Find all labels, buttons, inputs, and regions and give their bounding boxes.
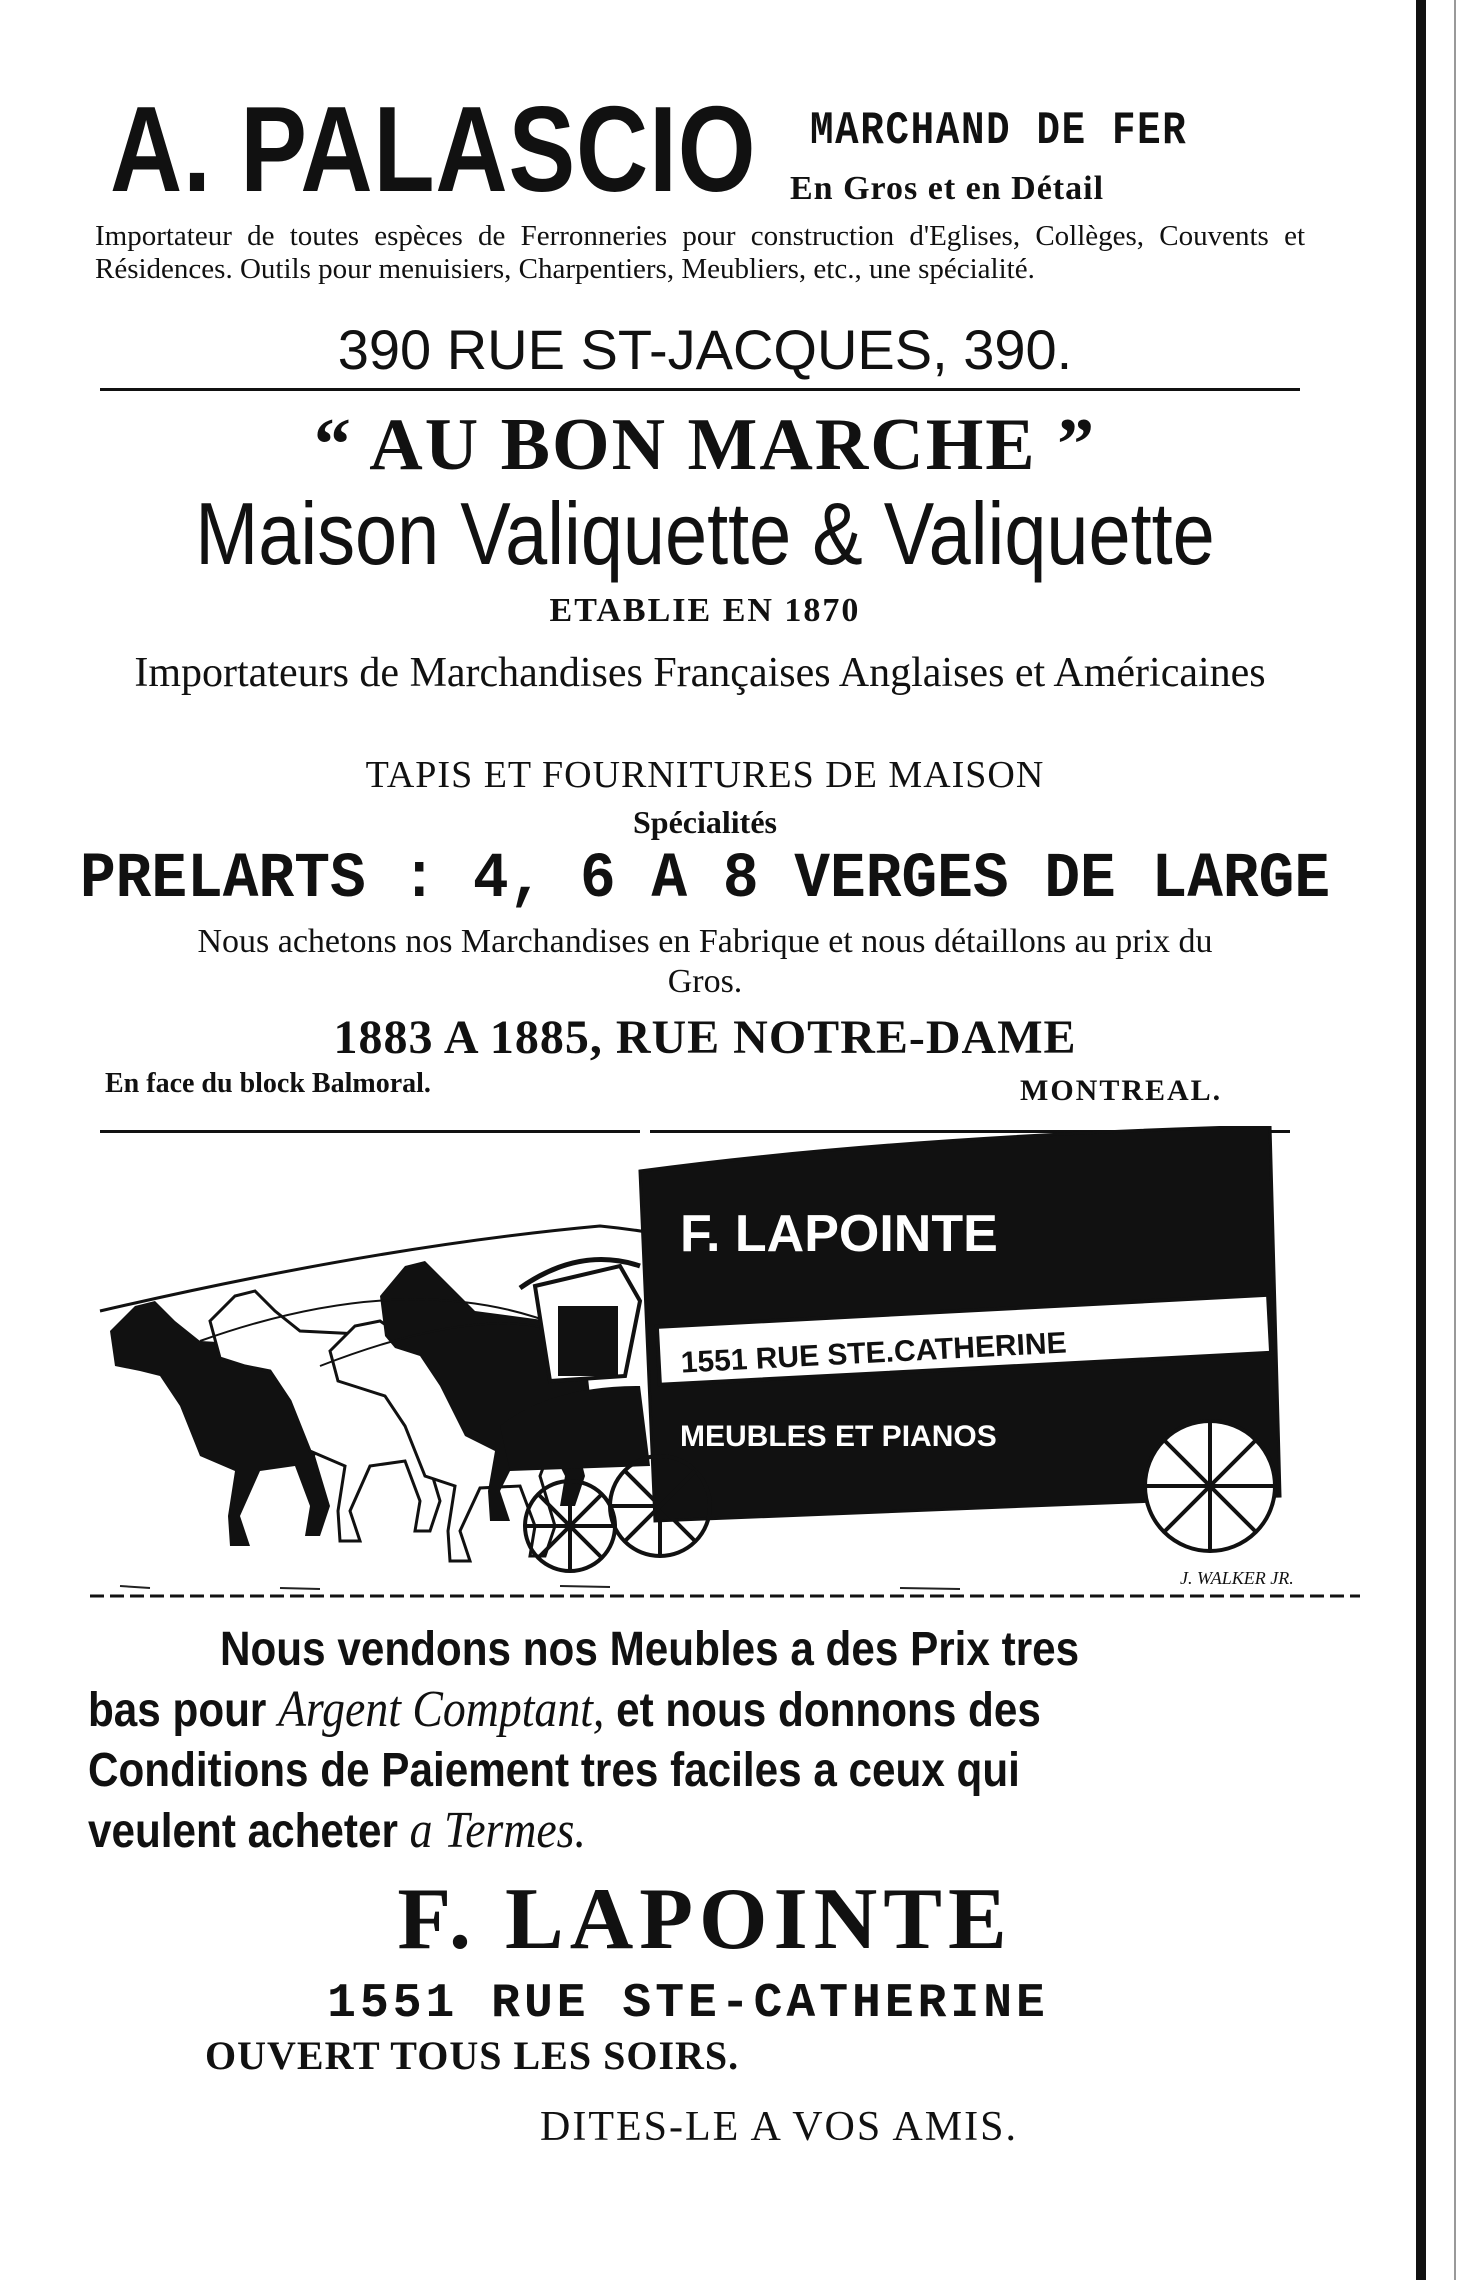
lapointe-open: OUVERT TOUS LES SOIRS. [205, 2033, 740, 2078]
valiquette-prelarts: PRELARTS : 4, 6 A 8 VERGES DE LARGE [79, 844, 1331, 916]
lapointe-name: F. LAPOINTE [397, 1871, 1013, 1968]
wheel-icon [525, 1481, 615, 1571]
artist-signature: J. WALKER JR. [1180, 1568, 1294, 1588]
valiquette-city: MONTREAL. [1020, 1074, 1223, 1107]
lapointe-tell-friends: DITES-LE A VOS AMIS. [540, 2104, 1018, 2150]
lapointe-body-italic-2: a Termes. [409, 1802, 586, 1859]
valiquette-buying: Nous achetons nos Marchandises en Fabrique et nous détaillons au prix du Gros. [197, 923, 1213, 1000]
valiquette-tapis: TAPIS ET FOURNITURES DE MAISON [365, 754, 1045, 796]
wagon-address: 1551 RUE STE.CATHERINE [679, 1326, 1068, 1380]
palascio-name: A. PALASCIO [110, 81, 757, 217]
valiquette-specialites: Spécialités [633, 804, 777, 840]
lapointe-body-1: Nous vendons nos Meubles a des Prix tres bas pour [88, 1623, 1080, 1737]
wagon-goods: MEUBLES ET PIANOS [680, 1420, 997, 1453]
palascio-address: 390 RUE ST-JACQUES, 390. [337, 318, 1073, 381]
ground-hatching [120, 1586, 960, 1589]
palascio-description: Importateur de toutes espèces de Ferronneries pour construction d'Eglises, Collèges, Couvents et Résidences. Outils pour menuisiers, Charpentiers, Meubliers, etc., une spécialité. [95, 220, 1305, 285]
valiquette-established: ETABLIE EN 1870 [549, 592, 861, 629]
palascio-trade: MARCHAND DE FER [810, 105, 1188, 157]
wheel-icon [1145, 1421, 1275, 1551]
wheel-icon [610, 1456, 710, 1556]
palascio-wholesale: En Gros et en Détail [790, 170, 1105, 207]
valiquette-address: 1883 A 1885, RUE NOTRE-DAME [333, 1011, 1077, 1064]
wagon-name: F. LAPOINTE [680, 1205, 998, 1263]
valiquette-title: “ AU BON MARCHE ” [313, 404, 1097, 486]
divider-rule [100, 388, 1300, 391]
page-edge-shadow [1454, 0, 1456, 2280]
lapointe-body [88, 1620, 1144, 1862]
valiquette-facing: En face du block Balmoral. [105, 1068, 431, 1099]
lapointe-body-2: et nous donnons des Conditions de Paiement tres faciles a ceux qui veulent acheter [88, 1684, 1041, 1858]
delivery-wagon-illustration [80, 1126, 1420, 1616]
lapointe-body-italic-1: Argent Comptant, [278, 1681, 605, 1738]
lapointe-address: 1551 RUE STE-CATHERINE [327, 1977, 1049, 2031]
valiquette-maison: Maison Valiquette & Valiquette [195, 484, 1215, 583]
valiquette-importers: Importateurs de Marchandises Françaises Anglaises et Américaines [134, 650, 1266, 696]
